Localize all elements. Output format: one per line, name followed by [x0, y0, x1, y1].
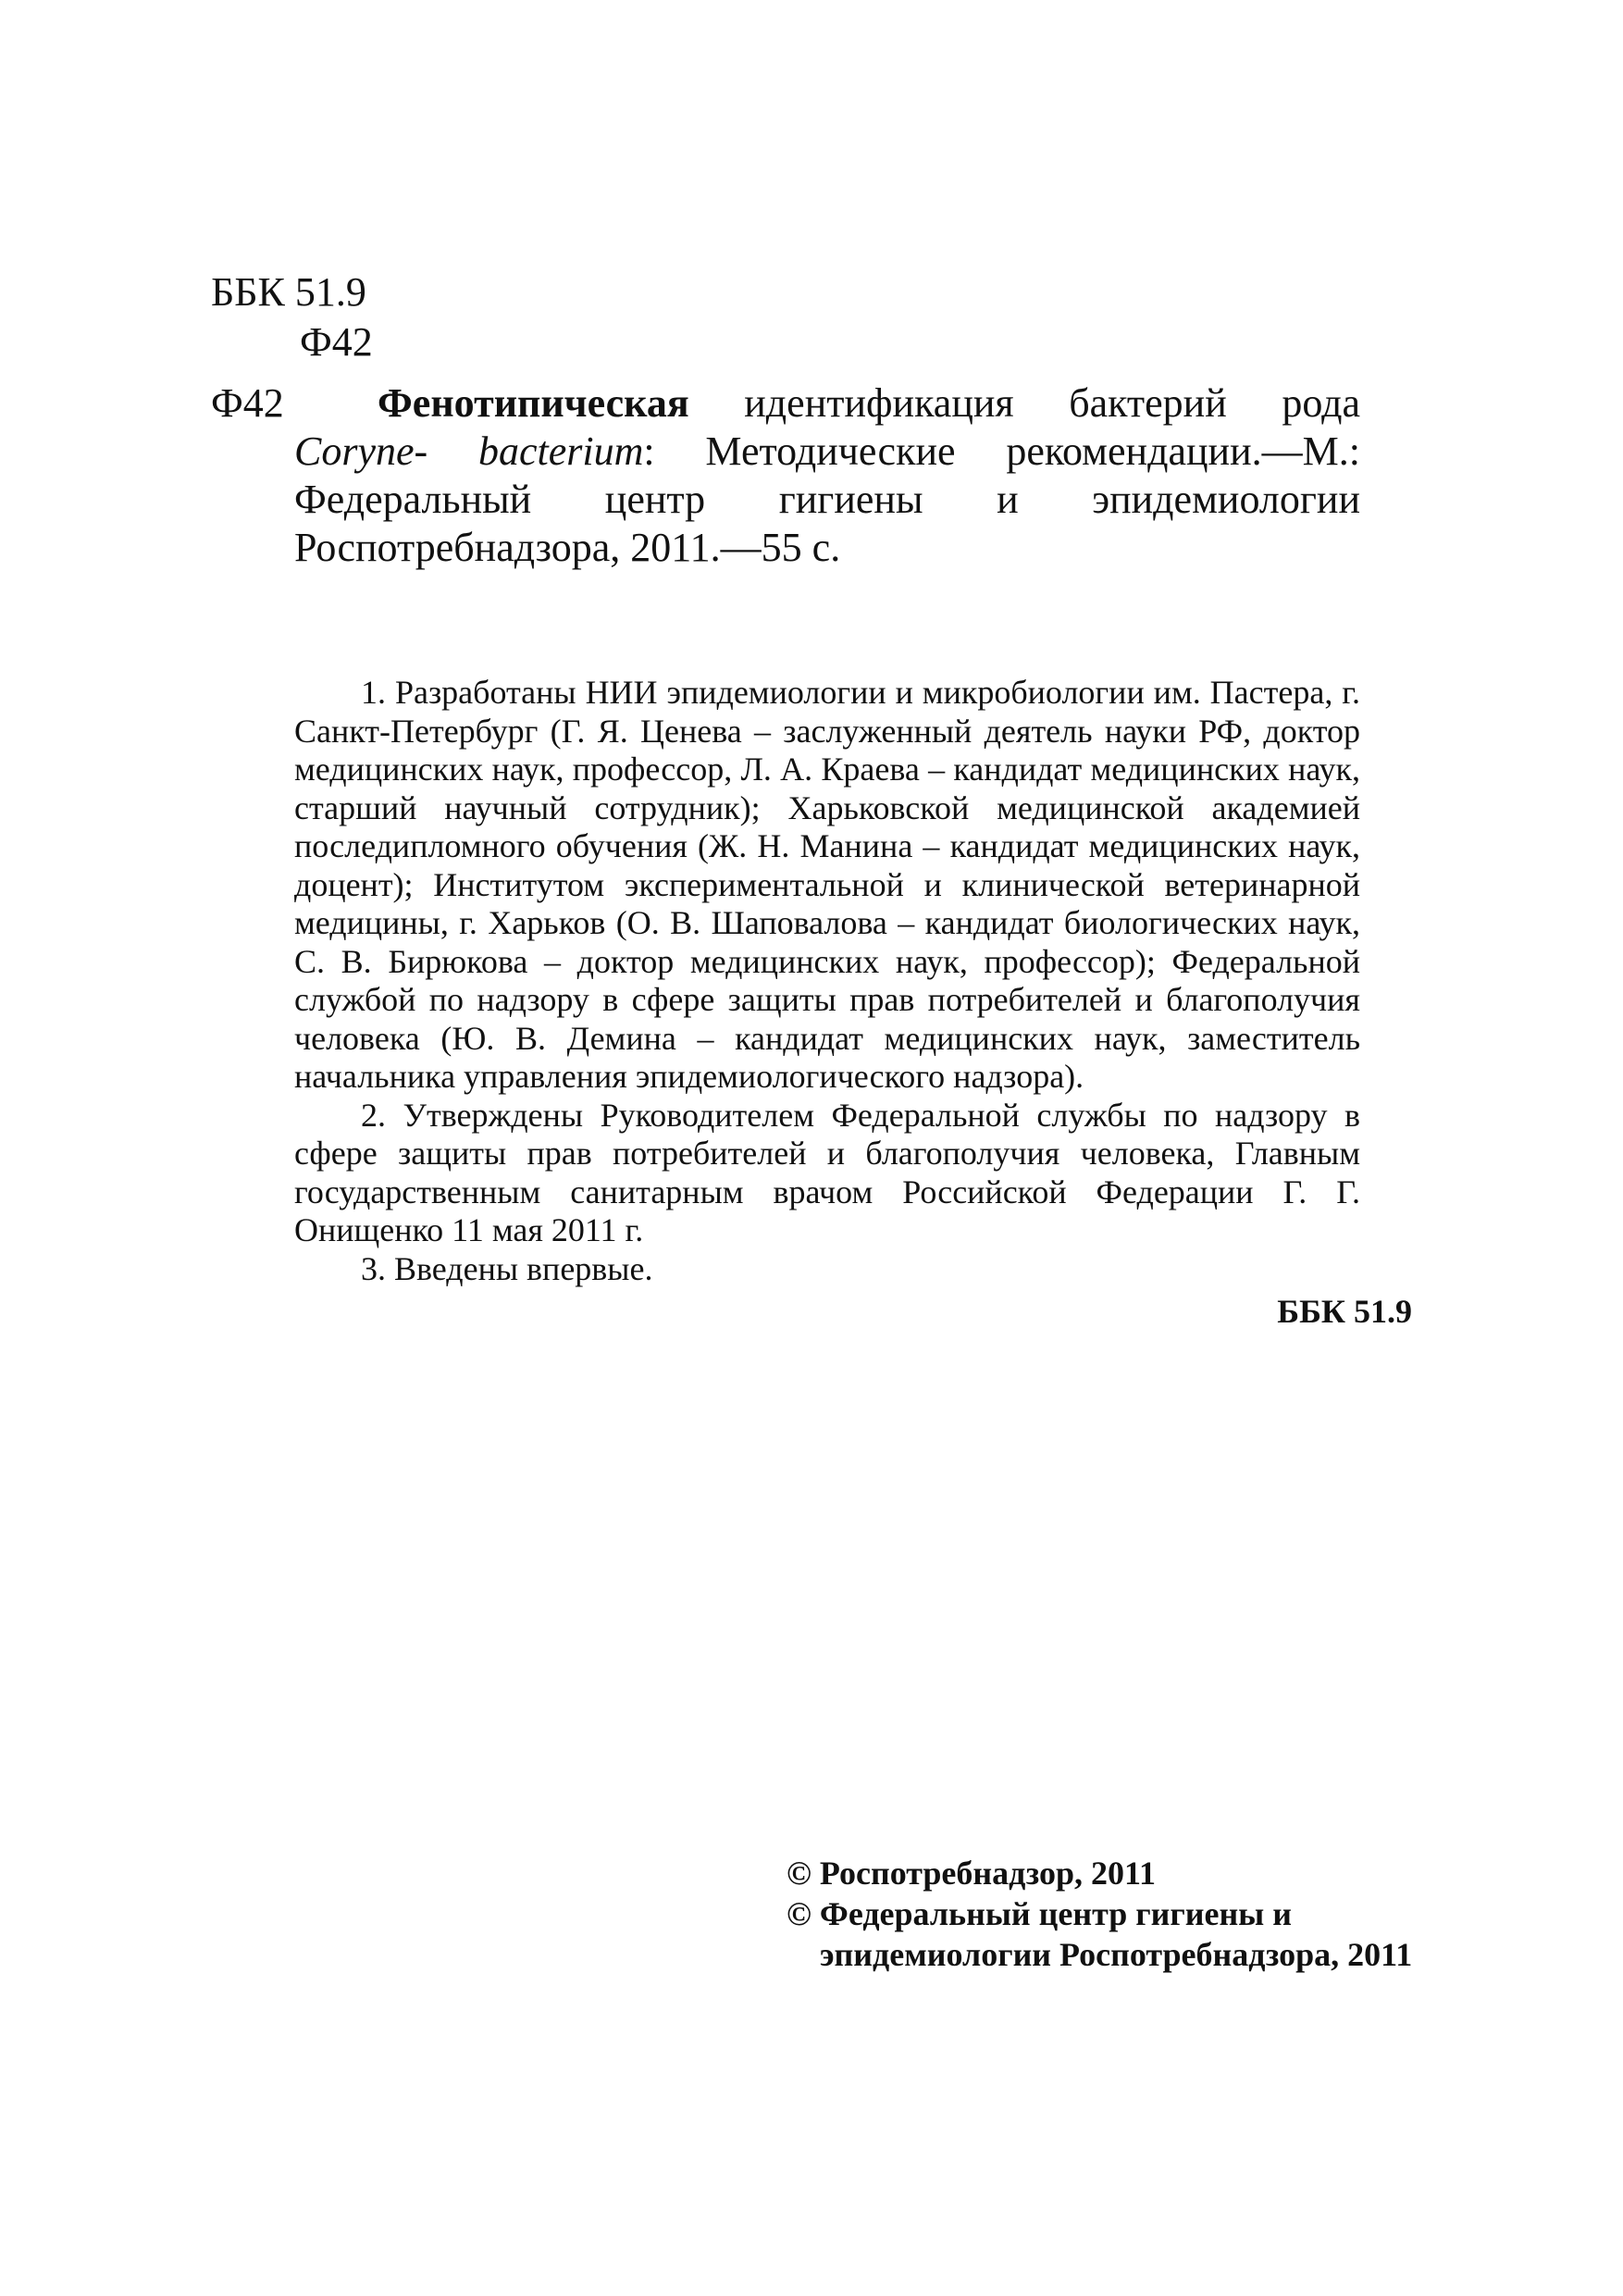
bibliographic-record [294, 379, 1360, 572]
record-title-bold: Фенотипическая [378, 380, 689, 426]
annotation-item-introduced: 3. Введены впервые. [361, 1249, 653, 1287]
annotation-item-approval: 2. Утверждены Руководителем Федеральной службы по надзору в сфере защиты прав потребителей и благополучия человека, Главным государственным санитарным врачом Российской Федерации Г. Г. Онищенко 11 мая 2011 г. [294, 1096, 1360, 1248]
record-description: : Методические рекомендации.—М.: Федеральный центр гигиены и эпидемиологии Роспотребнадзора, 2011.—55 с. [294, 428, 1360, 570]
record-genus-part1: Coryne- [294, 428, 428, 474]
annotation-item-developers: 1. Разработаны НИИ эпидемиологии и микробиологии им. Пастера, г. Санкт-Петербург (Г. Я. Ценева – заслуженный деятель науки РФ, доктор медицинских наук, профессор, Л. А. Краева – кандидат медицинских наук, старший научный сотрудник); Харьковской медицинской академией последипломного обучения (Ж. Н. Манина – кандидат медицинских наук, доцент); Институтом экспериментальной и клинической ветеринарной медицины, г. Харьков (О. В. Шаповалова – кандидат биологических наук, С. В. Бирюкова – доктор медицинских наук, профессор); Федеральной службой по надзору в сфере защиты прав потребителей и благополучия человека (Ю. В. Демина – кандидат медицинских наук, заместитель начальника управления эпидемиологического надзора). [294, 674, 1360, 1095]
bbk-code-bottom: ББК 51.9 [1277, 1293, 1412, 1330]
record-author-mark: Ф42 [211, 380, 284, 426]
bbk-code-top: ББК 51.9 [211, 269, 366, 315]
record-title-rest: идентификация бактерий рода [688, 380, 1360, 426]
copyright-block [787, 1853, 1412, 1975]
copyright-line-3: эпидемиологии Роспотребнадзора, 2011 [820, 1936, 1413, 1973]
record-genus-part2: bacterium [477, 428, 644, 474]
copyright-line-1: © Роспотребнадзор, 2011 [787, 1855, 1157, 1892]
annotation-block [294, 674, 1360, 1288]
author-mark-top: Ф42 [300, 319, 373, 365]
copyright-line-2: © Федеральный центр гигиены и [787, 1895, 1293, 1932]
